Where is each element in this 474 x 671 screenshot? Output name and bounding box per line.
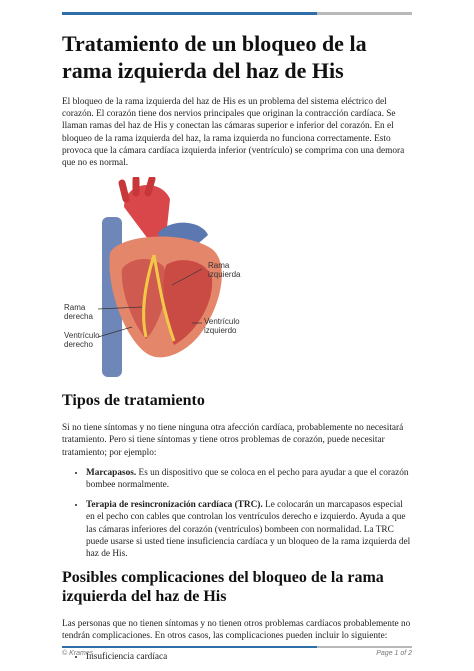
aorta-branches (122, 179, 152, 199)
list-item: • Insuficiencia cardíaca (86, 651, 412, 663)
label-ventriculo-izquierdo: Ventrículo izquierdo (204, 317, 240, 336)
page-footer (62, 650, 412, 657)
label-ventriculo-derecho: Ventrículo derecho (64, 331, 100, 350)
footer-rule (62, 646, 412, 648)
tratamiento-paragraph: Si no tiene síntomas y no tiene ninguna otra afección cardíaca, probablemente no necesitará tratamiento. Pero si tiene síntomas y tiene otros problemas de corazón, puede necesitar tratamiento; por ejemplo: (62, 423, 404, 458)
label-rama-derecha: Rama derecha (64, 303, 93, 322)
top-rule-accent (62, 12, 317, 15)
complicaciones-paragraph: Las personas que no tienen síntomas y no tienen otros problemas cardíacos probablemente no tendrán complicaciones. En otros casos, las complicaciones pueden incluir lo siguiente: (62, 619, 411, 642)
list-item-desc: Es un dispositivo que se coloca en el pecho para ayudar a que el corazón bombee normalmente. (86, 467, 409, 491)
section-heading-complicaciones: Posibles complicaciones del bloqueo de la rama izquierda del haz de His (62, 569, 384, 606)
top-rule (62, 12, 412, 15)
list-item (86, 467, 412, 491)
document-page (62, 30, 412, 671)
heart-illustration (62, 177, 262, 377)
footer-rule-gray (317, 646, 412, 648)
list-item-term: Terapia de resincronización cardíaca (TRC). (86, 500, 263, 511)
tratamiento-list (62, 467, 412, 560)
page-title: Tratamiento de un bloqueo de la rama izquierda del haz de His (62, 31, 367, 83)
list-item-desc: Le colocarán un marcapasos especial en el pecho con cables que controlan los ventrículos derecho e izquierdo. Ayuda a que las cámaras inferiores del corazón (ventrículos) bombeen con normalidad. La TRC puede usarse si usted tiene insuficiencia cardíaca y un bloqueo de la rama izquierda del haz de His. (86, 500, 411, 560)
section-heading-tratamiento: Tipos de tratamiento (62, 392, 205, 410)
copyright-text: © Krames (62, 650, 94, 657)
intro-paragraph: El bloqueo de la rama izquierda del haz de His es un problema del sistema eléctrico del corazón. El corazón tiene dos nervios principales que originan la contracción cardíaca. Se llaman ramas del haz de His y conectan las cámaras superior e inferior del corazón. En el bloqueo de la rama izquierda del haz, la rama izquierda no funciona correctamente. Esto provoca que la cámara cardíaca izquierda inferior (ventrículo) se comprima con una demora que no es normal. (62, 97, 405, 169)
list-item (86, 499, 412, 560)
page-number: Page 1 of 2 (376, 650, 412, 657)
top-rule-gray (317, 12, 412, 15)
footer-rule-accent (62, 646, 317, 648)
label-rama-izquierda: Rama izquierda (208, 261, 241, 280)
list-item-term: Marcapasos. (86, 467, 137, 478)
